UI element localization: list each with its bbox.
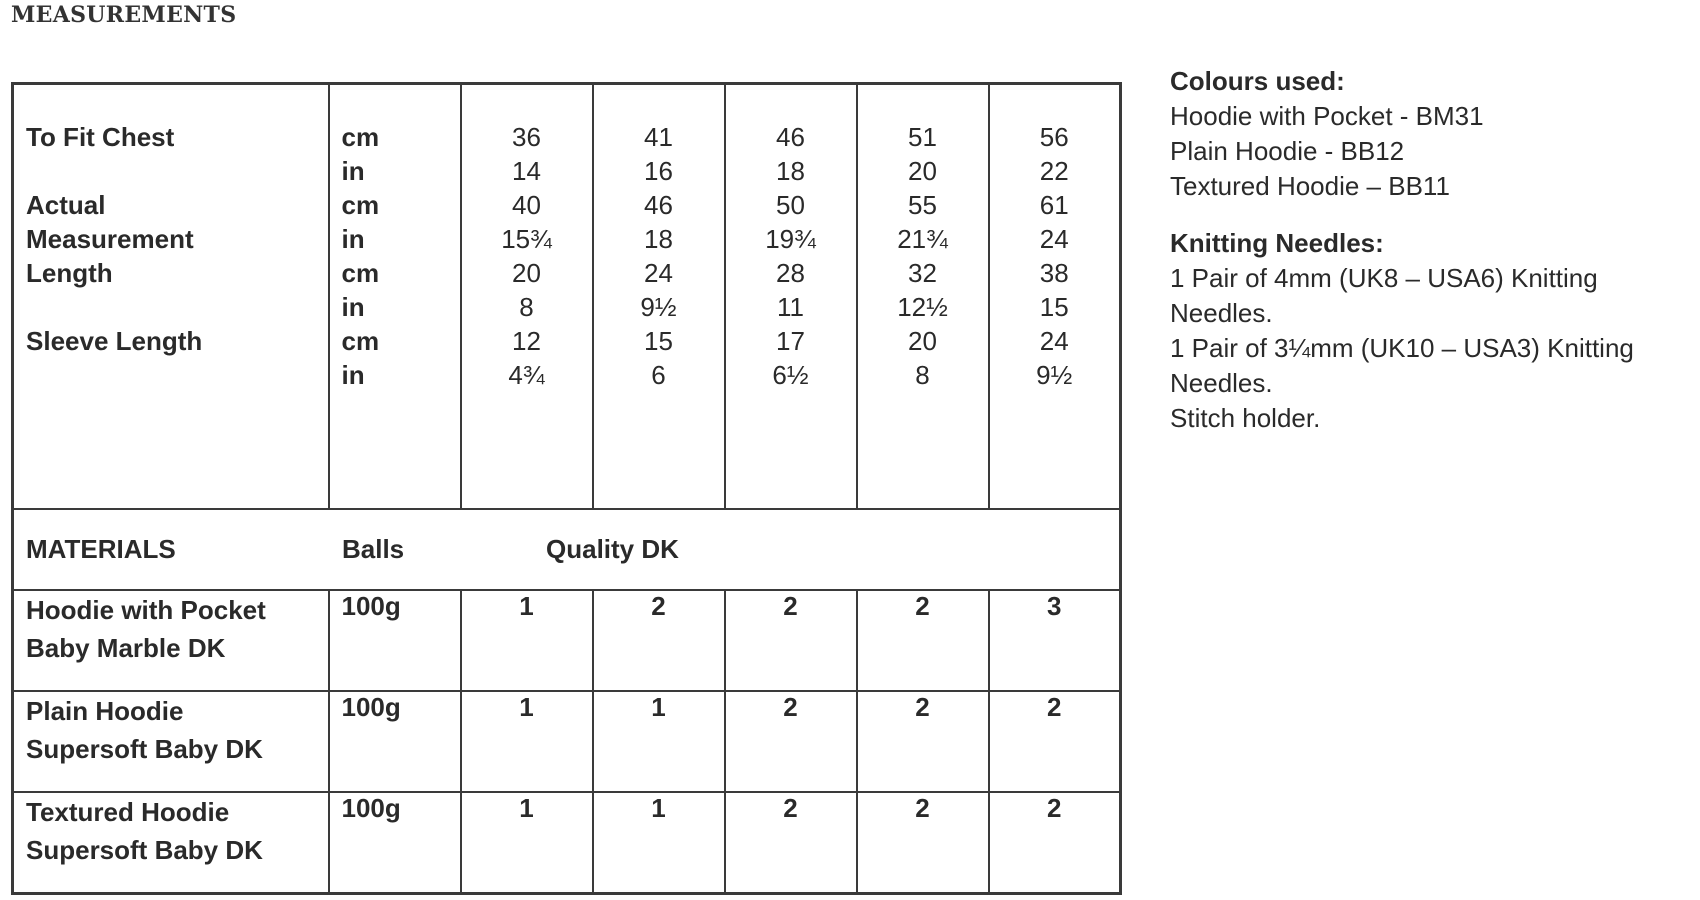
unit-label: in [341,224,365,254]
unit-label: cm [341,190,380,220]
colours-title: Colours used: [1170,66,1345,96]
unit-label: cm [341,122,380,152]
size-value: 14 [512,156,541,186]
size-value: 51 [908,122,937,152]
size-value: 55 [908,190,937,220]
size-value: 8 [915,360,930,390]
yarn-name: Textured Hoodie [26,797,230,827]
size-value: 61 [1039,190,1069,220]
size-column [461,84,593,510]
ball-count: 2 [725,792,857,894]
needle-item: 1 Pair of 3¼mm (UK10 – USA3) Knitting [1170,333,1634,363]
size-value: 6 [651,360,666,390]
colour-item: Plain Hoodie - BB12 [1170,136,1405,166]
size-value: 24 [1039,224,1069,254]
yarn-name: Hoodie with Pocket [26,595,266,625]
yarn-type: Supersoft Baby DK [26,835,263,865]
ball-count: 2 [989,792,1121,894]
ball-count: 2 [725,590,857,691]
page-heading: MEASUREMENTS [11,2,237,28]
yarn-weight: 100g [329,691,461,792]
yarn-type: Supersoft Baby DK [26,734,263,764]
ball-count: 1 [461,691,593,792]
size-value: 19¾ [765,224,816,254]
unit-label: cm [341,326,380,356]
unit-label: in [341,292,365,322]
ball-count: 1 [461,792,593,894]
measurement-label [14,154,328,188]
size-value: 41 [644,122,673,152]
measurement-labels-cell [13,84,329,510]
size-value: 9½ [640,292,677,322]
size-value: 8 [519,292,534,322]
size-value: 40 [512,190,541,220]
ball-count: 2 [857,792,989,894]
measurement-label [14,290,328,324]
materials-label: MATERIALS [26,534,176,564]
yarn-name-cell [13,691,329,792]
measurement-label: Measurement [26,224,194,254]
size-value: 56 [1039,122,1069,152]
ball-count: 1 [461,590,593,691]
size-value: 9½ [1036,360,1073,390]
measurement-label [14,358,328,392]
ball-count: 2 [857,590,989,691]
size-value: 21¾ [897,224,948,254]
size-value: 12½ [897,292,948,322]
size-value: 28 [776,258,805,288]
unit-label: cm [341,258,380,288]
size-value: 17 [776,326,805,356]
yarn-name-cell [13,792,329,894]
size-value: 20 [512,258,541,288]
size-value: 15 [1039,292,1069,322]
balls-label: Balls [342,534,405,564]
size-column [593,84,725,510]
quality-label: Quality DK [546,534,679,564]
size-value: 15¾ [501,224,552,254]
yarn-weight: 100g [329,792,461,894]
ball-count: 2 [857,691,989,792]
materials-header-cell [13,509,1121,590]
ball-count: 2 [725,691,857,792]
yarn-weight: 100g [329,590,461,691]
size-value: 20 [908,326,937,356]
size-value: 15 [644,326,673,356]
unit-label: in [341,360,365,390]
measurement-label: Sleeve Length [26,326,203,356]
size-value: 20 [908,156,937,186]
yarn-name: Plain Hoodie [26,696,184,726]
yarn-name-cell [13,590,329,691]
ball-count: 1 [593,691,725,792]
yarn-row [13,590,1121,691]
measurement-label: Length [26,258,113,288]
colour-item: Textured Hoodie – BB11 [1170,171,1450,201]
ball-count: 3 [989,590,1121,691]
size-value: 11 [777,292,804,322]
side-notes [1170,64,1690,436]
size-value: 4¾ [508,360,545,390]
size-column [989,84,1121,510]
measurements-row [13,84,1121,510]
size-column [725,84,857,510]
measurement-label: Actual [26,190,106,220]
size-value: 50 [776,190,805,220]
size-value: 12 [512,326,541,356]
size-value: 38 [1039,258,1069,288]
yarn-row [13,691,1121,792]
unit-label: in [341,156,365,186]
yarn-type: Baby Marble DK [26,633,226,663]
colour-item: Hoodie with Pocket - BM31 [1170,101,1484,131]
size-value: 6½ [772,360,809,390]
size-value: 32 [908,258,937,288]
needle-item: 1 Pair of 4mm (UK8 – USA6) Knitting [1170,263,1598,293]
size-value: 18 [776,156,805,186]
size-value: 16 [644,156,673,186]
ball-count: 2 [593,590,725,691]
needles-title: Knitting Needles: [1170,228,1384,258]
size-value: 36 [512,122,541,152]
unit-cell [329,84,461,510]
size-value: 24 [644,258,673,288]
measurements-table [11,82,1122,895]
needle-item: Stitch holder. [1170,403,1321,433]
measurement-label: To Fit Chest [26,122,175,152]
size-value: 22 [1039,156,1069,186]
size-value: 46 [776,122,805,152]
size-value: 18 [644,224,673,254]
size-column [857,84,989,510]
materials-header-row [13,509,1121,590]
size-value: 46 [644,190,673,220]
ball-count: 1 [593,792,725,894]
yarn-row [13,792,1121,894]
needle-item: Needles. [1170,298,1273,328]
needle-item: Needles. [1170,368,1273,398]
ball-count: 2 [989,691,1121,792]
size-value: 24 [1039,326,1069,356]
